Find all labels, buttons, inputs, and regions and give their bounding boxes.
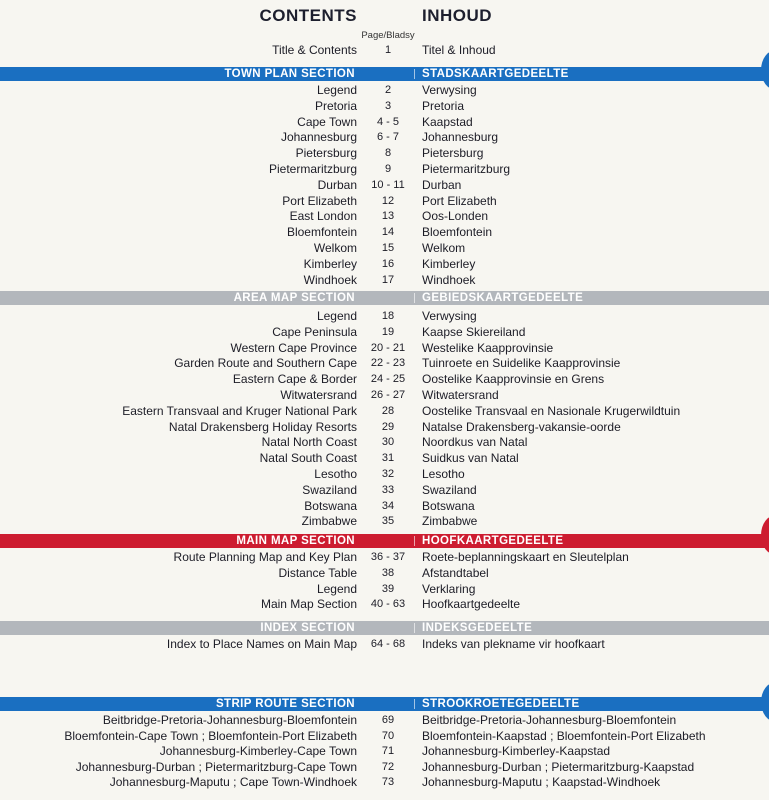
entry-af: Witwatersrand xyxy=(422,388,499,402)
section-divider xyxy=(414,699,415,709)
contents-entry[interactable] xyxy=(0,129,769,145)
contents-entry[interactable] xyxy=(0,596,769,612)
title-row[interactable] xyxy=(0,42,769,58)
entry-en: Title & Contents xyxy=(272,43,357,57)
entry-en: Eastern Transvaal and Kruger National Park xyxy=(122,403,357,418)
entry-en: Eastern Cape & Border xyxy=(232,372,357,387)
entry-af: Zimbabwe xyxy=(422,514,478,529)
entry-en: Main Map Section xyxy=(260,597,357,612)
contents-entry[interactable] xyxy=(0,193,769,209)
inhoud-heading: INHOUD xyxy=(422,6,493,25)
entry-en: Legend xyxy=(316,83,357,97)
contents-entry[interactable] xyxy=(0,434,769,450)
contents-entry[interactable] xyxy=(0,177,769,193)
page-column-label: Page/Bladsy xyxy=(361,30,415,41)
section-title-en: TOWN PLAN SECTION xyxy=(224,68,355,80)
entry-af: Verwysing xyxy=(422,309,477,323)
contents-entry[interactable] xyxy=(0,728,769,744)
contents-entry[interactable] xyxy=(0,114,769,130)
entry-af: Natalse Drakensberg-vakansie-oorde xyxy=(422,419,621,434)
section-banner xyxy=(0,697,769,711)
entry-page: 14 xyxy=(381,226,395,239)
entry-af: Kaapstad xyxy=(422,114,473,129)
entry-af: Verklaring xyxy=(422,581,476,596)
entry-page: 28 xyxy=(381,404,395,417)
section-banner xyxy=(0,291,769,305)
contents-entry[interactable] xyxy=(0,712,769,728)
entry-en: Windhoek xyxy=(303,272,357,287)
entry-af: Bloemfontein xyxy=(422,225,493,240)
entry-af: Johannesburg-Durban ; Pietermaritzburg-Kaapstad xyxy=(422,759,695,774)
contents-entry[interactable] xyxy=(0,98,769,114)
entry-en: Pietersburg xyxy=(295,146,357,161)
entry-en: Port Elizabeth xyxy=(282,193,357,208)
entry-af: Verwysing xyxy=(422,83,477,97)
section-banner xyxy=(0,534,769,548)
entry-page: 12 xyxy=(381,194,395,207)
entry-en: Pretoria xyxy=(314,98,357,113)
entry-page: 20 - 21 xyxy=(370,341,406,354)
contents-entry[interactable] xyxy=(0,513,769,529)
contents-entry[interactable] xyxy=(0,759,769,775)
entry-en: Witwatersrand xyxy=(280,388,357,402)
entry-en: Western Cape Province xyxy=(230,340,357,355)
entry-en: Cape Town xyxy=(297,114,357,129)
entry-page: 30 xyxy=(381,436,395,449)
contents-entry[interactable] xyxy=(0,387,769,403)
entry-en: Index to Place Names on Main Map xyxy=(166,637,357,651)
section-title-af: HOOFKAARTGEDEELTE xyxy=(422,535,564,547)
entry-page: 8 xyxy=(384,147,392,160)
entry-en: Swaziland xyxy=(302,482,357,497)
entry-af: Westelike Kaapprovinsie xyxy=(422,340,554,355)
contents-entry[interactable] xyxy=(0,256,769,272)
contents-entry[interactable] xyxy=(0,482,769,498)
entry-af: Hoofkaartgedeelte xyxy=(422,597,521,612)
entry-af: Durban xyxy=(422,177,462,192)
entry-en: Lesotho xyxy=(314,467,357,481)
entry-page: 33 xyxy=(381,483,395,496)
entry-af: Swaziland xyxy=(422,482,477,497)
entry-af: Suidkus van Natal xyxy=(422,451,519,466)
entry-af: Oostelike Transvaal en Nasionale Krugerwildtuin xyxy=(422,403,681,418)
entry-af: Pietersburg xyxy=(422,146,484,161)
entry-page: 73 xyxy=(381,776,395,789)
contents-entry[interactable] xyxy=(0,774,769,790)
section-divider xyxy=(414,293,415,303)
contents-entry[interactable] xyxy=(0,224,769,240)
entry-page: 36 - 37 xyxy=(370,551,406,563)
entry-en: Route Planning Map and Key Plan xyxy=(173,550,357,564)
entry-af: Port Elizabeth xyxy=(422,193,497,208)
contents-entry[interactable] xyxy=(0,581,769,597)
entry-en: Natal North Coast xyxy=(261,435,357,450)
entry-page: 24 - 25 xyxy=(370,373,406,386)
entry-page: 17 xyxy=(381,273,395,286)
section-banner xyxy=(0,67,769,81)
contents-entry[interactable] xyxy=(0,403,769,419)
entry-en: Johannesburg-Kimberley-Cape Town xyxy=(159,744,357,759)
entry-page: 39 xyxy=(381,582,395,595)
entry-page: 6 - 7 xyxy=(376,131,399,144)
entry-page: 71 xyxy=(381,745,395,758)
entry-en: Bloemfontein xyxy=(286,225,357,240)
contents-entry[interactable] xyxy=(0,419,769,435)
entry-af: Pietermaritzburg xyxy=(422,162,511,176)
entry-af: Bloemfontein-Kaapstad ; Bloemfontein-Port Elizabeth xyxy=(422,728,706,743)
entry-en: Durban xyxy=(317,177,357,192)
section-divider xyxy=(414,69,415,79)
entry-page: 2 xyxy=(384,84,392,96)
entry-en: Botswana xyxy=(304,498,357,513)
entry-page: 35 xyxy=(381,515,395,528)
entry-page: 32 xyxy=(381,468,395,480)
entry-en: Johannesburg xyxy=(280,130,357,145)
entry-en: Pietermaritzburg xyxy=(268,162,357,176)
entry-page: 9 xyxy=(384,163,392,175)
section-title-en: MAIN MAP SECTION xyxy=(236,535,355,547)
entry-en: Distance Table xyxy=(278,565,357,580)
contents-entry[interactable] xyxy=(0,549,769,565)
contents-entry[interactable] xyxy=(0,371,769,387)
entry-page: 22 - 23 xyxy=(370,357,406,370)
entry-af: Oostelike Kaapprovinsie en Grens xyxy=(422,372,605,387)
section-divider xyxy=(414,536,415,546)
entry-af: Johannesburg xyxy=(422,130,499,145)
entry-en: Cape Peninsula xyxy=(272,324,357,339)
entry-en: Welkom xyxy=(313,241,357,255)
entry-page: 69 xyxy=(381,714,395,726)
entry-page: 64 - 68 xyxy=(370,638,406,650)
contents-entry[interactable] xyxy=(0,636,769,652)
contents-entry[interactable] xyxy=(0,498,769,514)
section-title-en: INDEX SECTION xyxy=(260,622,355,634)
section-banner xyxy=(0,621,769,635)
entry-en: Johannesburg-Durban ; Pietermaritzburg-Cape Town xyxy=(75,759,357,774)
entry-en: Legend xyxy=(316,309,357,323)
contents-entry[interactable] xyxy=(0,466,769,482)
contents-entry[interactable] xyxy=(0,308,769,324)
entry-en: Natal South Coast xyxy=(259,451,357,466)
entry-page: 1 xyxy=(384,44,392,56)
entry-en: East London xyxy=(289,209,357,224)
entry-en: Garden Route and Southern Cape xyxy=(174,356,357,371)
entry-page: 70 xyxy=(381,729,395,742)
entry-page: 3 xyxy=(384,99,392,112)
contents-entry[interactable] xyxy=(0,324,769,340)
contents-entry[interactable] xyxy=(0,355,769,371)
section-title-af: INDEKSGEDEELTE xyxy=(422,622,533,634)
entry-af: Kimberley xyxy=(422,256,476,271)
entry-page: 19 xyxy=(381,325,395,338)
entry-page: 40 - 63 xyxy=(370,598,406,611)
section-title-af: STROOKROETEGEDEELTE xyxy=(422,698,580,710)
entry-af: Oos-Londen xyxy=(422,209,489,224)
contents-entry[interactable] xyxy=(0,240,769,256)
contents-entry[interactable] xyxy=(0,272,769,288)
contents-entry[interactable] xyxy=(0,161,769,177)
section-title-en: AREA MAP SECTION xyxy=(233,292,355,304)
contents-entry[interactable] xyxy=(0,145,769,161)
entry-en: Johannesburg-Maputu ; Cape Town-Windhoek xyxy=(109,775,357,790)
entry-af: Johannesburg-Kimberley-Kaapstad xyxy=(422,744,611,759)
entry-en: Legend xyxy=(316,581,357,596)
section-divider xyxy=(414,623,415,633)
contents-entry[interactable] xyxy=(0,743,769,759)
entry-af: Noordkus van Natal xyxy=(422,435,528,450)
entry-page: 72 xyxy=(381,760,395,773)
entry-page: 34 xyxy=(381,499,395,512)
entry-page: 10 - 11 xyxy=(371,178,405,191)
entry-af: Indeks van plekname vir hoofkaart xyxy=(422,637,605,651)
entry-en: Beitbridge-Pretoria-Johannesburg-Bloemfontein xyxy=(102,713,357,727)
contents-heading: CONTENTS xyxy=(259,6,357,25)
entry-page: 16 xyxy=(381,257,395,270)
contents-entry[interactable] xyxy=(0,450,769,466)
entry-af: Pretoria xyxy=(422,98,465,113)
entry-page: 15 xyxy=(381,242,395,254)
entry-page: 13 xyxy=(381,210,395,223)
entry-page: 31 xyxy=(381,452,395,465)
section-title-en: STRIP ROUTE SECTION xyxy=(215,698,355,710)
contents-entry[interactable] xyxy=(0,208,769,224)
entry-page: 26 - 27 xyxy=(370,389,406,401)
entry-page: 18 xyxy=(381,310,395,322)
entry-af: Roete-beplanningskaart en Sleutelplan xyxy=(422,550,629,564)
entry-af: Beitbridge-Pretoria-Johannesburg-Bloemfontein xyxy=(422,713,677,727)
section-title-af: GEBIEDSKAARTGEDEELTE xyxy=(422,292,584,304)
entry-af: Welkom xyxy=(422,241,466,255)
entry-af: Lesotho xyxy=(422,467,465,481)
section-title-af: STADSKAARTGEDEELTE xyxy=(422,68,569,80)
contents-entry[interactable] xyxy=(0,82,769,98)
entry-af: Tuinroete en Suidelike Kaapprovinsie xyxy=(422,356,621,371)
entry-af: Titel & Inhoud xyxy=(422,43,496,57)
entry-page: 4 - 5 xyxy=(376,115,399,128)
entry-en: Kimberley xyxy=(303,256,357,271)
entry-af: Johannesburg-Maputu ; Kaapstad-Windhoek xyxy=(422,775,661,790)
contents-entry[interactable] xyxy=(0,565,769,581)
entry-af: Windhoek xyxy=(422,272,476,287)
contents-entry[interactable] xyxy=(0,340,769,356)
entry-af: Kaapse Skiereiland xyxy=(422,324,526,339)
entry-en: Natal Drakensberg Holiday Resorts xyxy=(168,419,357,434)
entry-page: 29 xyxy=(381,420,395,433)
entry-en: Zimbabwe xyxy=(301,514,357,529)
entry-af: Botswana xyxy=(422,498,475,513)
entry-af: Afstandtabel xyxy=(422,565,489,580)
entry-page: 38 xyxy=(381,566,395,579)
entry-en: Bloemfontein-Cape Town ; Bloemfontein-Port Elizabeth xyxy=(64,728,357,743)
